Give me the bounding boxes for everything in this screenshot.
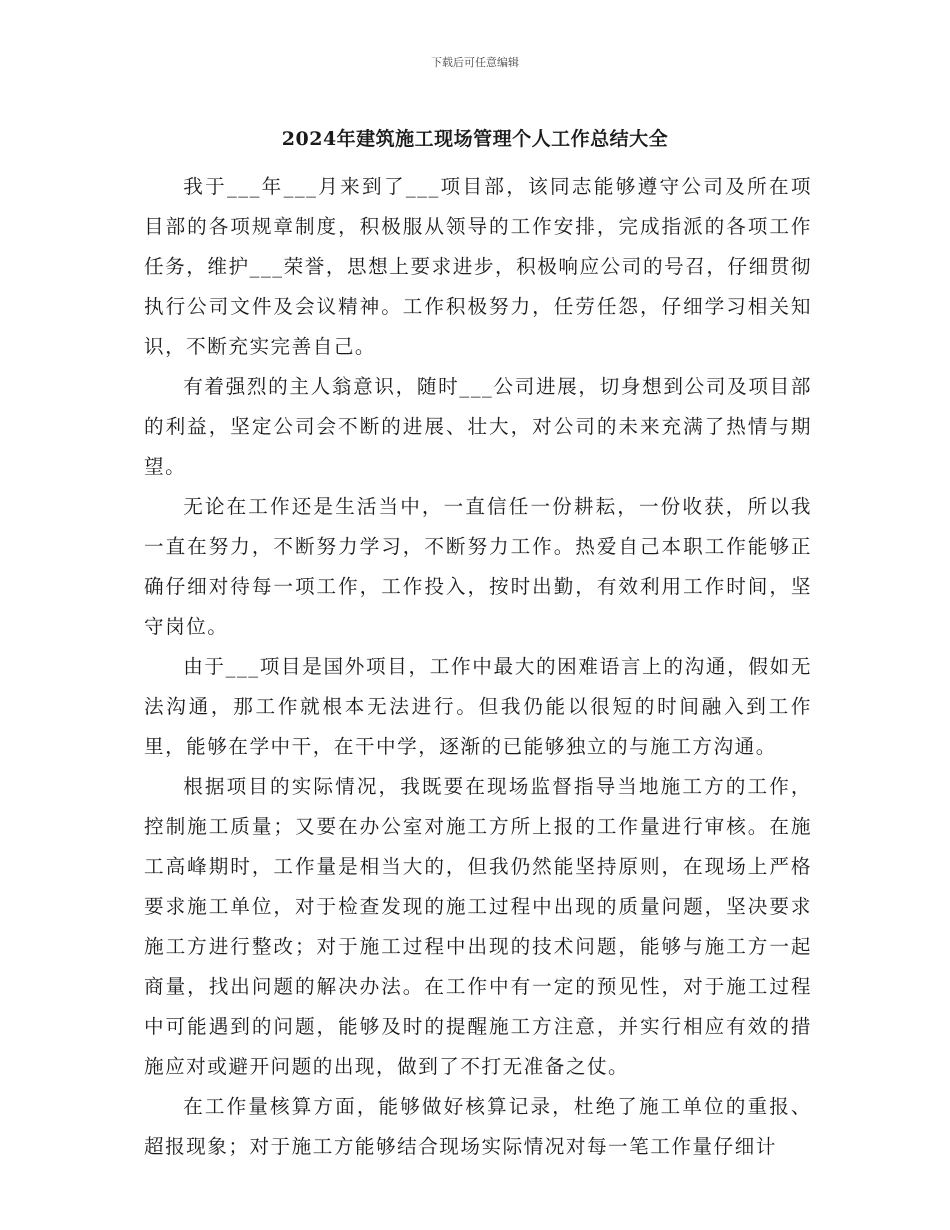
paragraph: 根据项目的实际情况，我既要在现场监督指导当地施工方的工作，控制施工质量；又要在办公室对施工方所上报的工作量进行审核。在施工高峰期时，工作量是相当大的，但我仍然能坚持原则，在现场上严格要求施工单位，对于检查发现的施工过程中出现的质量问题，坚决要求施工方进行整改；对于施工过程中出现的技术问题，能够与施工方一起商量，找出问题的解决办法。在工作中有一定的预见性，对于施工过程中可能遇到的问题，能够及时的提醒施工方注意，并实行相应有效的措施应对或避开问题的出现，做到了不打无准备之仗。 bbox=[144, 775, 812, 1078]
paragraph: 无论在工作还是生活当中，一直信任一份耕耘，一份收获，所以我一直在努力，不断努力学习，不断努力工作。热爱自己本职工作能够正确仔细对待每一项工作，工作投入，按时出勤，有效利用工作时间，坚守岗位。 bbox=[144, 495, 812, 638]
paragraph: 有着强烈的主人翁意识，随时___公司进展，切身想到公司及项目部的利益，坚定公司会不断的进展、壮大，对公司的未来充满了热情与期望。 bbox=[144, 375, 812, 478]
paragraph: 我于___年___月来到了___项目部，该同志能够遵守公司及所在项目部的各项规章制度，积极服从领导的工作安排，完成指派的各项工作任务，维护___荣誉，思想上要求进步，积极响应公司的号召，仔细贯彻执行公司文件及会议精神。工作积极努力，任劳任怨，仔细学习相关知识，不断充实完善自己。 bbox=[144, 175, 812, 358]
document-body bbox=[144, 167, 812, 1167]
paragraph: 由于___项目是国外项目，工作中最大的困难语言上的沟通，假如无法沟通，那工作就根本无法进行。但我仍能以很短的时间融入到工作里，能够在学中干，在干中学，逐渐的已能够独立的与施工方沟通。 bbox=[144, 655, 812, 758]
document-title: 2024年建筑施工现场管理个人工作总结大全 bbox=[281, 128, 669, 150]
page-header-note: 下载后可任意编辑 bbox=[431, 56, 519, 69]
paragraph: 在工作量核算方面，能够做好核算记录，杜绝了施工单位的重报、超报现象；对于施工方能够结合现场实际情况对每一笔工作量仔细计 bbox=[144, 1095, 812, 1158]
